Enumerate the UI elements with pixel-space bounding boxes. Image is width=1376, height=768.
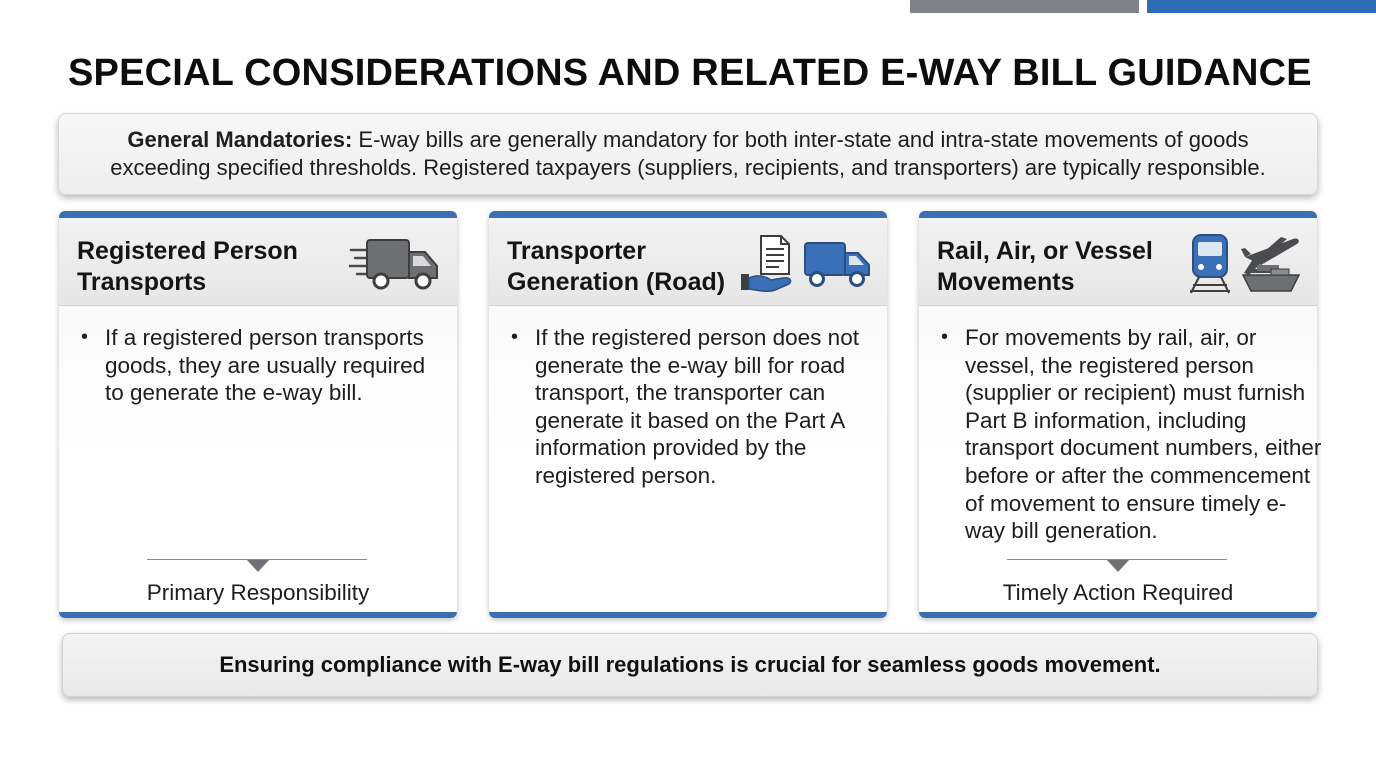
card-bullet: • For movements by rail, air, or vessel, the registered person (supplier or recipient) must furnish Part B information, including transport document numbers, either before or after the commencement of movement to ensure timely e-way bill generation. <box>965 324 1323 545</box>
card-footnote: Timely Action Required <box>1002 580 1234 605</box>
card-icons <box>1187 234 1301 294</box>
card-bullet: • If a registered person transports goods, they are usually required to generate the e-way bill. <box>105 324 447 407</box>
card-icons <box>349 234 441 294</box>
intro-body: E-way bills are generally mandatory for both inter-state and intra-state movements of goods exceeding specified thresholds. Registered taxpayers (suppliers, recipients, and transporters) are typically responsible. <box>110 127 1266 180</box>
intro-text <box>81 126 1295 182</box>
general-mandatories-box <box>58 113 1318 195</box>
train-icon <box>1187 233 1233 295</box>
summary-text: Ensuring compliance with E-way bill regulations is crucial for seamless goods movement. <box>219 652 1161 677</box>
page-title: SPECIAL CONSIDERATIONS AND RELATED E-WAY BILL GUIDANCE <box>68 52 1312 94</box>
card-rail-air-vessel <box>919 211 1322 618</box>
document-hand-icon <box>739 234 797 294</box>
card-header <box>59 218 457 306</box>
card-footnote: Primary Responsibility <box>146 580 370 605</box>
card-title: Registered Person Transports <box>77 237 298 296</box>
card-title: Transporter Generation (Road) <box>507 237 726 296</box>
card-body <box>919 306 1323 545</box>
card-header <box>919 218 1317 306</box>
airplane-icon <box>1239 233 1301 295</box>
summary-box <box>62 633 1318 697</box>
card-title: Rail, Air, or Vessel Movements <box>937 237 1153 296</box>
card-bullet: • If the registered person does not generate the e-way bill for road transport, the transporter can generate it based on the Part A information provided by the registered person. <box>535 324 877 490</box>
intro-label: General Mandatories: <box>127 127 353 152</box>
top-accent-blue-bar <box>1147 0 1376 13</box>
card-icons <box>739 234 871 294</box>
top-accent-gray-bar <box>910 0 1139 13</box>
card-transporter-generation <box>489 211 887 618</box>
footnote-arrow-icon <box>247 560 269 572</box>
footnote-arrow-icon <box>1107 560 1129 572</box>
card-body <box>59 306 457 407</box>
card-body <box>489 306 887 490</box>
card-header <box>489 218 887 306</box>
card-registered-person <box>59 211 457 618</box>
moving-truck-icon <box>349 236 441 292</box>
truck-icon <box>803 239 871 289</box>
